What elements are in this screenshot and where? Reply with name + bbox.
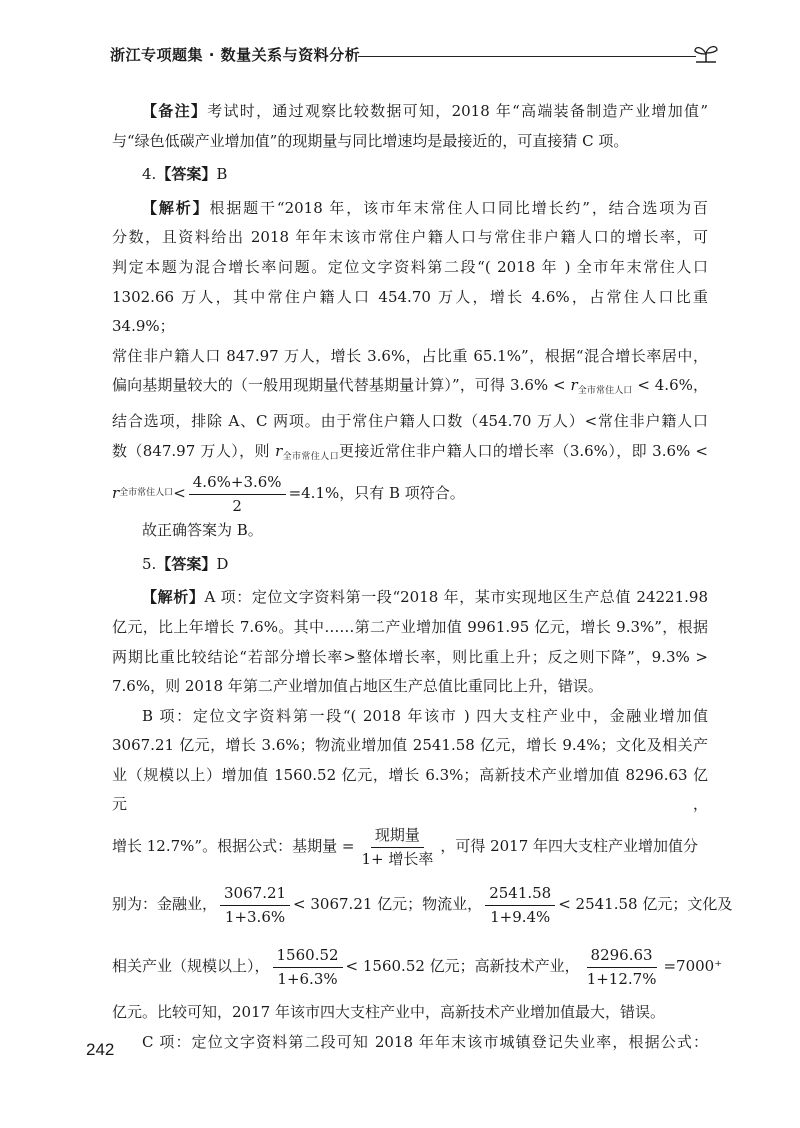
page-number: 242 — [86, 1040, 115, 1059]
page-content — [112, 97, 733, 1057]
fraction-culture: $\frac{1560.52}{1+6.3\%}$ — [273, 946, 343, 989]
q5-a-line: 亿元，比上年增长 7.6%。其中……第二产业增加值 9961.95 亿元，增长 9.3%”，根据 — [112, 617, 708, 636]
q5-fraction-line: 别为：金融业， $\frac{3067.21}{1+3.6\%}$ < 3067.21 亿元；物流业， $\frac{2541.58}{1+9.4\%}$ < 2541.58 亿元；文化及 — [112, 883, 733, 926]
q4-line: 结合选项，排除 A、C 两项。由于常住户籍人口数（454.70 万人）<常住非户籍人口 — [112, 411, 708, 430]
sprout-icon — [692, 42, 720, 66]
header-title: 浙江专项题集 · 数量关系与资料分析 — [110, 46, 361, 64]
q5-a-line: 两期比重比较结论“若部分增长率>整体增长率，则比重上升；反之则下降”，9.3% > — [112, 647, 708, 666]
q4-line: 判定本题为混合增长率问题。定位文字资料第二段“( 2018 年 ) 全市年末常住人口 — [112, 257, 708, 276]
running-header — [110, 42, 720, 72]
q4-line: 偏向基期量较大的（一般用现期量代替基期量计算）”，可得 $3.6\% < r_{全市常住人口} < 4.6\%$， — [112, 376, 708, 397]
q4-line: 数（847.97 万人），则 $r_{全市常住人口}$更接近常住非户籍人口的增长率（3.6%），即 3.6% < — [112, 441, 708, 462]
q5-formula-line: 增长 12.7%”。根据公式：基期量 = $\frac{\text{现期量}}{\text{1+ 增长率}}$ ，可得 2017 年四大支柱产业增加值分 — [112, 825, 699, 868]
q4-formula-line: r 全市常住人口 < $\frac{4.6\%+3.6\%}{2}$ =4.1%，只有 B 项符合。 — [112, 472, 465, 515]
header-rule — [358, 56, 696, 57]
note-line: 【备注】考试时，通过观察比较数据可知，2018 年“高端装备制造产业增加值” — [142, 102, 708, 120]
fraction-average-rate: $\frac{4.6\%+3.6\%}{2}$ — [189, 473, 286, 516]
q5-b-line: B 项：定位文字资料第一段“( 2018 年该市 ) 四大支柱产业中，金融业增加值 — [142, 706, 708, 725]
q4-line: 常住非户籍人口 847.97 万人，增长 3.6%，占比重 65.1%”，根据“混合增长率居中， — [112, 346, 708, 365]
q4-line: 分数，且资料给出 2018 年年末该市常住户籍人口与常住非户籍人口的增长率，可 — [112, 228, 708, 247]
q4-line: 1302.66 万人，其中常住户籍人口 454.70 万人，增长 4.6%，占常住人口比重 34.9%； — [112, 287, 708, 336]
q5-a-line: 7.6%，则 2018 年第二产业增加值占地区生产总值比重同比上升，错误。 — [112, 677, 603, 696]
q5-c-line: C 项：定位文字资料第二段可知 2018 年年末该市城镇登记失业率，根据公式： — [142, 1032, 708, 1051]
q4-jiexi-label: 【解析】 — [142, 198, 210, 217]
q5-jiexi-label: 【解析】 — [142, 588, 205, 607]
q5-b-line: 业（规模以上）增加值 1560.52 亿元，增长 6.3%；高新技术产业增加值 8296.63 亿元， — [112, 765, 708, 814]
fraction-hightech: $\frac{8296.63}{1+12.7\%}$ — [586, 945, 657, 988]
q5-a-line: 【解析】A 项：定位文字资料第一段“2018 年，某市实现地区生产总值 24221.98 — [142, 588, 708, 607]
q4-line: 【解析】根据题干“2018 年，该市年末常住人口同比增长约”，结合选项为百 — [142, 198, 708, 217]
q4-answer: 4.【答案】B — [142, 165, 228, 184]
note-line: 与“绿色低碳产业增加值”的现期量与同比增速均是最接近的，可直接猜 C 项。 — [112, 131, 629, 150]
q5-fraction-line: 相关产业（规模以上）， $\frac{1560.52}{1+6.3\%}$ < 1560.52 亿元；高新技术产业， $\frac{8296.63}{1+12.7\%}$ =7000⁺ — [112, 945, 723, 988]
q4-conclusion: 故正确答案为 B。 — [142, 521, 263, 540]
q5-b-line: 3067.21 亿元，增长 3.6%；物流业增加值 2541.58 亿元，增长 9.4%；文化及相关产 — [112, 736, 708, 755]
note-label: 【备注】 — [142, 102, 208, 120]
fraction-base-period-formula: $\frac{\text{现期量}}{\text{1+ 增长率}}$ — [361, 825, 434, 868]
q5-b-line: 亿元。比较可知，2017 年该市四大支柱产业中，高新技术产业增加值最大，错误。 — [112, 1003, 665, 1022]
fraction-finance: $\frac{3067.21}{1+3.6\%}$ — [220, 884, 290, 927]
fraction-logistics: $\frac{2541.58}{1+9.4\%}$ — [485, 884, 555, 927]
q5-answer: 5.【答案】D — [142, 554, 229, 573]
